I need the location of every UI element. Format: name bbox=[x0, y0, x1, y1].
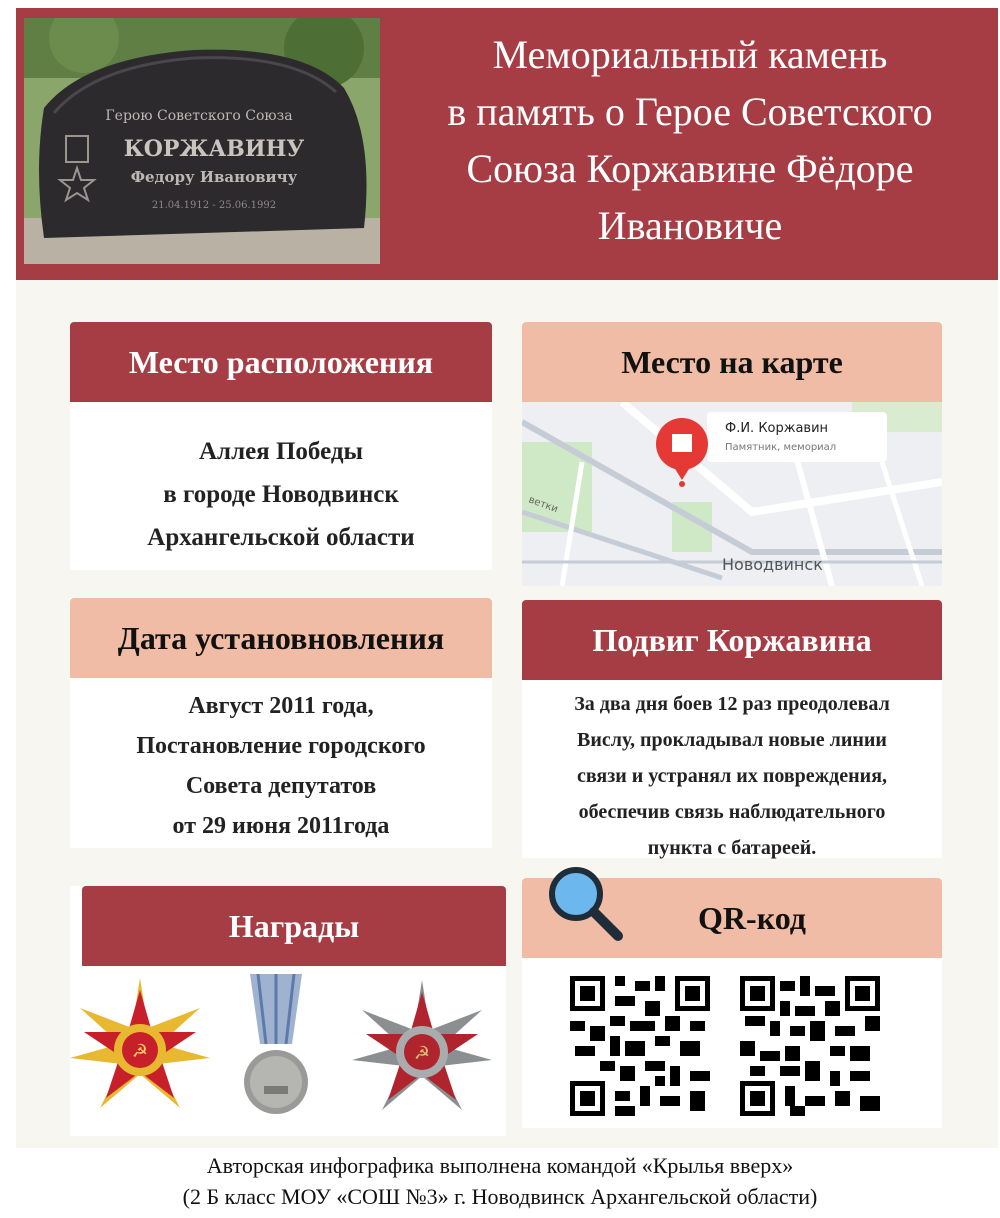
map-pin-title: Ф.И. Коржавин bbox=[725, 421, 829, 436]
svg-text:☭: ☭ bbox=[131, 1041, 149, 1062]
order-patriotic-war-1st-class-icon bbox=[70, 978, 210, 1122]
feat-card bbox=[522, 600, 942, 858]
feat-text: За два дня боев 12 раз преодолевал Вислу, прокладывал новые линии связи и устранял их повреждения, обеспечив связь наблюдательного пункта с батареей. bbox=[574, 693, 890, 859]
location-card bbox=[70, 322, 492, 570]
stone-inscription-dates: 21.04.1912 - 25.06.1992 bbox=[151, 200, 277, 211]
qr-heading: QR-код bbox=[522, 878, 942, 958]
stone-inscription-line1: Герою Советского Союза bbox=[105, 108, 293, 124]
infographic-poster bbox=[16, 8, 998, 1148]
qr-code-1[interactable] bbox=[570, 976, 710, 1120]
medal-for-courage-icon bbox=[236, 974, 316, 1128]
title-line: Ивановиче bbox=[597, 203, 783, 248]
qr-code-2[interactable] bbox=[740, 976, 880, 1120]
location-text: Аллея Победы в городе Новодвинск Архангельской области bbox=[147, 438, 415, 551]
header-banner bbox=[16, 8, 998, 280]
title-line: в память о Герое Советского bbox=[447, 89, 933, 134]
map-card bbox=[522, 322, 942, 586]
installation-date-card bbox=[70, 598, 492, 848]
qr-card bbox=[522, 878, 942, 1128]
poster-title bbox=[388, 26, 992, 254]
memorial-stone-photo bbox=[24, 18, 380, 264]
title-line: Мемориальный камень bbox=[492, 32, 888, 77]
order-patriotic-war-2nd-class-icon bbox=[352, 980, 492, 1124]
map-street-label: ветки bbox=[526, 494, 560, 516]
awards-card bbox=[70, 886, 506, 1136]
credit-line: Авторская инфографика выполнена командой «Крылья вверх» bbox=[206, 1153, 794, 1178]
awards-heading: Награды bbox=[82, 886, 506, 966]
location-heading: Место расположения bbox=[70, 322, 492, 402]
title-line: Союза Коржавине Фёдоре bbox=[466, 146, 914, 191]
credit-line: (2 Б класс МОУ «СОШ №3» г. Новодвинск Архангельской области) bbox=[182, 1184, 818, 1209]
map-pin-subtitle: Памятник, мемориал bbox=[725, 442, 837, 453]
stone-inscription-line2: КОРЖАВИНУ bbox=[123, 136, 305, 162]
map-heading: Место на карте bbox=[522, 322, 942, 402]
location-map[interactable] bbox=[522, 402, 942, 586]
installation-date-text: Август 2011 года, Постановление городского Совета депутатов от 29 июня 2011года bbox=[136, 693, 426, 839]
svg-text:☭: ☭ bbox=[413, 1043, 431, 1064]
author-credit bbox=[0, 1150, 1000, 1212]
map-city-label: Новодвинск bbox=[722, 555, 823, 574]
magnifier-icon bbox=[546, 864, 626, 948]
feat-heading: Подвиг Коржавина bbox=[522, 600, 942, 680]
stone-inscription-line3: Федору Ивановичу bbox=[130, 168, 298, 186]
installation-date-heading: Дата установновления bbox=[70, 598, 492, 678]
